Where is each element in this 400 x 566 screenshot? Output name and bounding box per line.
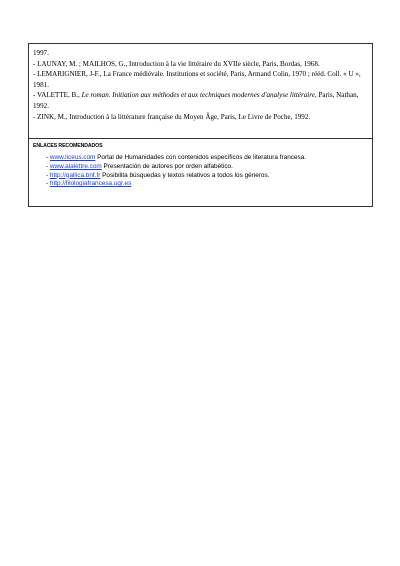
bibliography-entry <box>33 90 368 111</box>
link-description: Presentación de autores por orden alfabético. <box>101 162 233 170</box>
link-bullet: - <box>46 162 50 170</box>
bibliography-entry: - LEMARIGNIER, J-F., La France médiévale. Institutions et société, Paris, Armand Colin, 1970 ; rééd. Coll. « U », 1981. <box>33 70 361 89</box>
links-section <box>29 139 372 206</box>
entry-title-italic: Le roman. Initiation aux méthodes et aux techniques modernes d'analyse littéraire <box>81 91 315 100</box>
link-bullet: - <box>46 154 50 161</box>
bibliography-section <box>29 44 372 139</box>
link-bullet: - <box>46 171 50 179</box>
bibliography-entry: - LAUNAY, M. ; MAILHOS, G., Introduction à la vie littéraire du XVIIe siècle, Paris, Bordas, 1968. <box>33 59 320 68</box>
link-item <box>46 180 368 189</box>
bibliography-entry: 1997. <box>33 49 49 57</box>
entry-suffix: , Paris, Nathan, 1992. <box>33 91 359 110</box>
link-description: Posibilita búsquedas y textos relativos a todos los géneros. <box>100 171 270 179</box>
link-item <box>46 154 368 163</box>
bibliography-entry: - ZINK, M., Introduction à la littérature française du Moyen Âge, Paris, Le Livre de Poche, 1992. <box>33 112 311 121</box>
entry-prefix: - VALETTE, B., <box>33 91 82 100</box>
link-gallica[interactable]: http://gallica.bnf.fr <box>49 171 101 179</box>
link-bullet: - <box>46 180 50 188</box>
link-filologiafrancesa[interactable]: http://filologiafrancesa.ugr.es <box>49 180 132 188</box>
link-item <box>46 172 368 181</box>
content-box <box>28 43 373 207</box>
link-item <box>46 163 368 172</box>
link-liceus[interactable]: www.liceus.com <box>49 154 96 161</box>
link-alalettre[interactable]: www.alalettre.com <box>49 162 102 170</box>
link-description: Portal de Humanidades con contenidos específicos de literatura francesa. <box>95 154 307 161</box>
links-section-title: ENLACES RECOMENDADOS <box>33 143 103 149</box>
